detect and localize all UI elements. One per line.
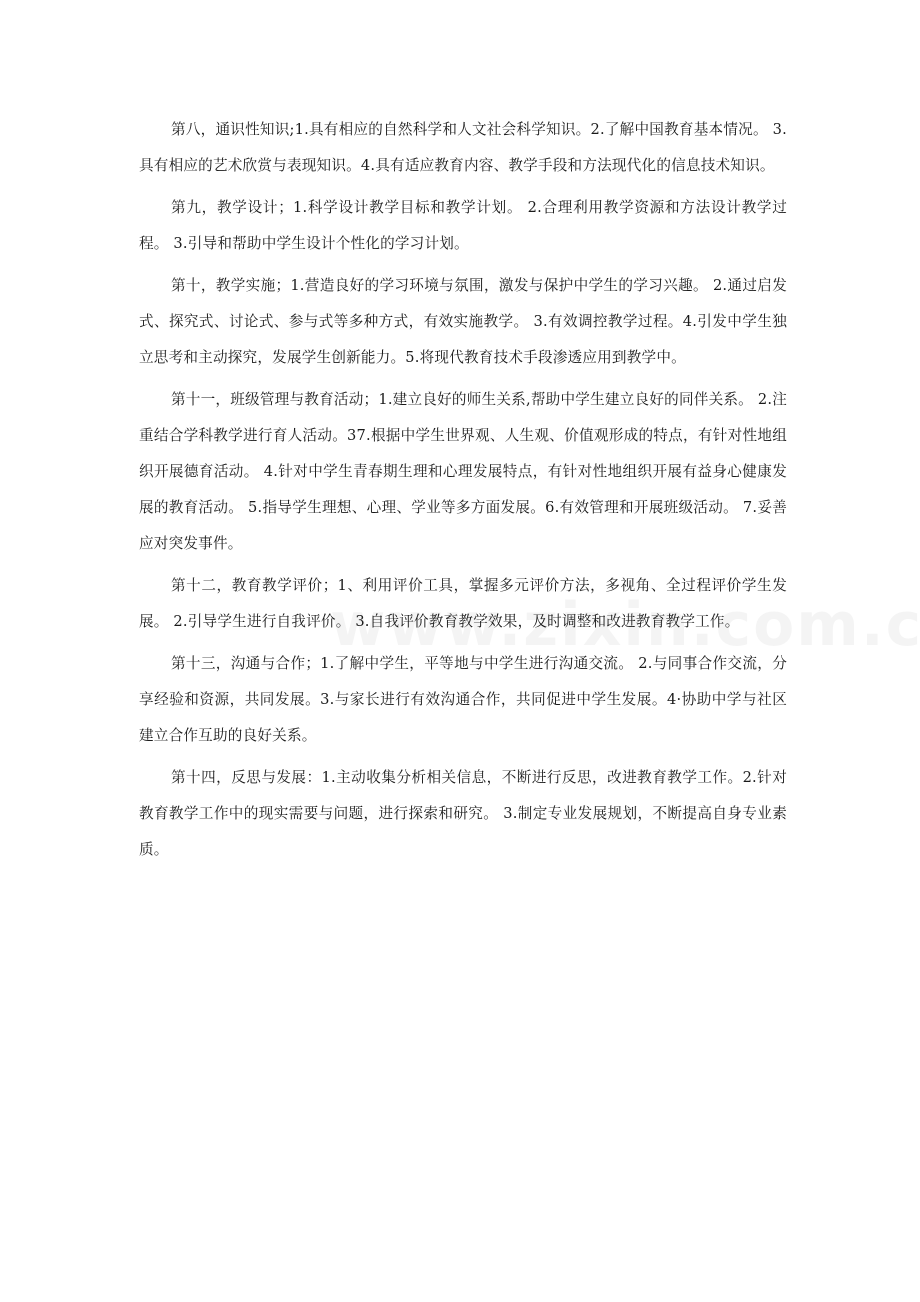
paragraph-13: 第十三，沟通与合作；1.了解中学生，平等地与中学生进行沟通交流。 2.与同事合作交流，分享经验和资源，共同发展。3.与家长进行有效沟通合作，共同促进中学生发展。4·协助中学与社区建立合作互助的良好关系。 [139,655,787,744]
paragraph-11: 第十一，班级管理与教育活动；1.建立良好的师生关系,帮助中学生建立良好的同伴关系。 2.注重结合学科教学进行育人活动。37.根据中学生世界观、人生观、价值观形成的特点，有针对性地组织开展德育活动。 4.针对中学生青春期生理和心理发展特点，有针对性地组织开展有益身心健康发展的教育活动。 5.指导学生理想、心理、学业等多方面发展。6.有效管理和开展班级活动。 7.妥善应对突发事件。 [139,391,787,552]
paragraph-8: 第八，通识性知识;1.具有相应的自然科学和人文社会科学知识。2.了解中国教育基本情况。 3.具有相应的艺术欣赏与表现知识。4.具有适应教育内容、教学手段和方法现代化的信息技术知识。 [139,121,787,174]
document-body [139,112,787,874]
paragraph-12: 第十二，教育教学评价；1、利用评价工具，掌握多元评价方法，多视角、全过程评价学生发展。 2.引导学生进行自我评价。 3.自我评价教育教学效果，及时调整和改进教育教学工作。 [139,577,787,630]
paragraph-10: 第十，教学实施；1.营造良好的学习环境与氛围，激发与保护中学生的学习兴趣。 2.通过启发式、探究式、讨论式、参与式等多种方式，有效实施教学。 3.有效调控教学过程。4.引发中学生独立思考和主动探究，发展学生创新能力。5.将现代教育技术手段渗透应用到教学中。 [139,277,787,366]
paragraph-9: 第九，教学设计；1.科学设计教学目标和教学计划。 2.合理利用教学资源和方法设计教学过程。 3.引导和帮助中学生设计个性化的学习计划。 [139,199,787,252]
paragraph-14: 第十四，反思与发展：1.主动收集分析相关信息，不断进行反思，改进教育教学工作。2.针对教育教学工作中的现实需要与问题，进行探索和研究。 3.制定专业发展规划，不断提高自身专业素质。 [139,769,787,858]
